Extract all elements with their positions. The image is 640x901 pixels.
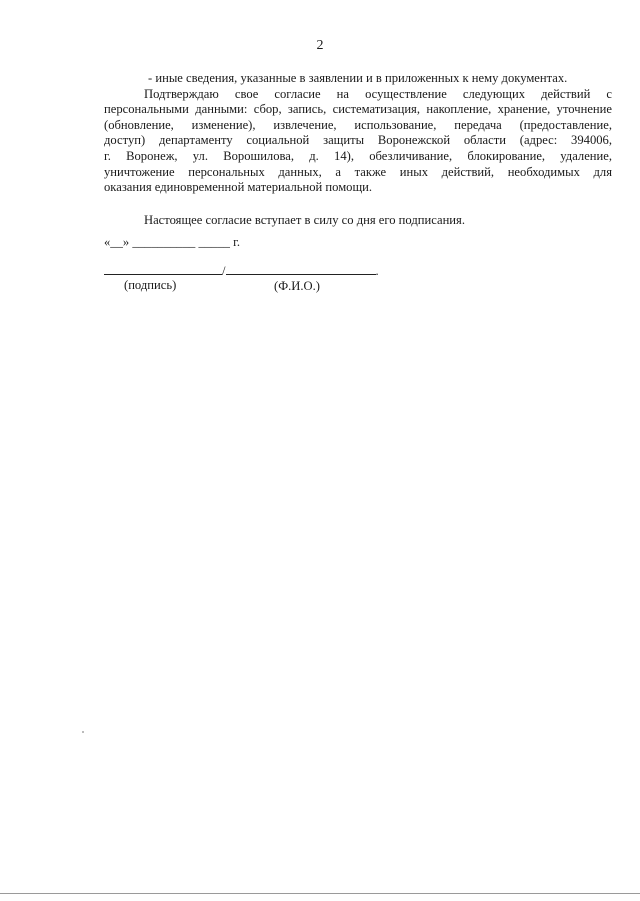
- signature-blank: [104, 263, 222, 275]
- paragraph-line: уничтожение персональных данных, а также иных действий, необходимых для: [104, 164, 612, 179]
- signature-separator: /: [222, 264, 226, 278]
- signature-end: .: [375, 264, 379, 278]
- paragraph-line: г. Воронеж, ул. Ворошилова, д. 14), обезличивание, блокирование, удаление,: [104, 148, 612, 163]
- page-number: 2: [316, 38, 324, 53]
- name-caption: (Ф.И.О.): [274, 279, 320, 293]
- date-field: «__» __________ _____ г.: [104, 235, 240, 249]
- page-bottom-edge: [0, 893, 640, 894]
- signature-caption: (подпись): [124, 278, 177, 292]
- signature-line: [104, 263, 379, 279]
- scan-speck: [82, 731, 84, 733]
- paragraph-line: доступ) департаменту социальной защиты Воронежской области (адрес: 394006,: [104, 133, 612, 148]
- effective-statement: Настоящее согласие вступает в силу со дня его подписания.: [144, 212, 465, 227]
- paragraph-line: - иные сведения, указанные в заявлении и в приложенных к нему документах.: [148, 71, 568, 85]
- consent-body: [104, 71, 612, 228]
- paragraph-line: персональными данными: сбор, запись, систематизация, накопление, хранение, уточнение: [104, 102, 612, 117]
- paragraph-line: (обновление, изменение), извлечение, использование, передача (предоставление,: [104, 117, 612, 132]
- name-blank: [226, 263, 376, 275]
- paragraph-line: Подтверждаю свое согласие на осуществление следующих действий с: [144, 86, 612, 101]
- paragraph-line: оказания единовременной материальной помощи.: [104, 180, 373, 195]
